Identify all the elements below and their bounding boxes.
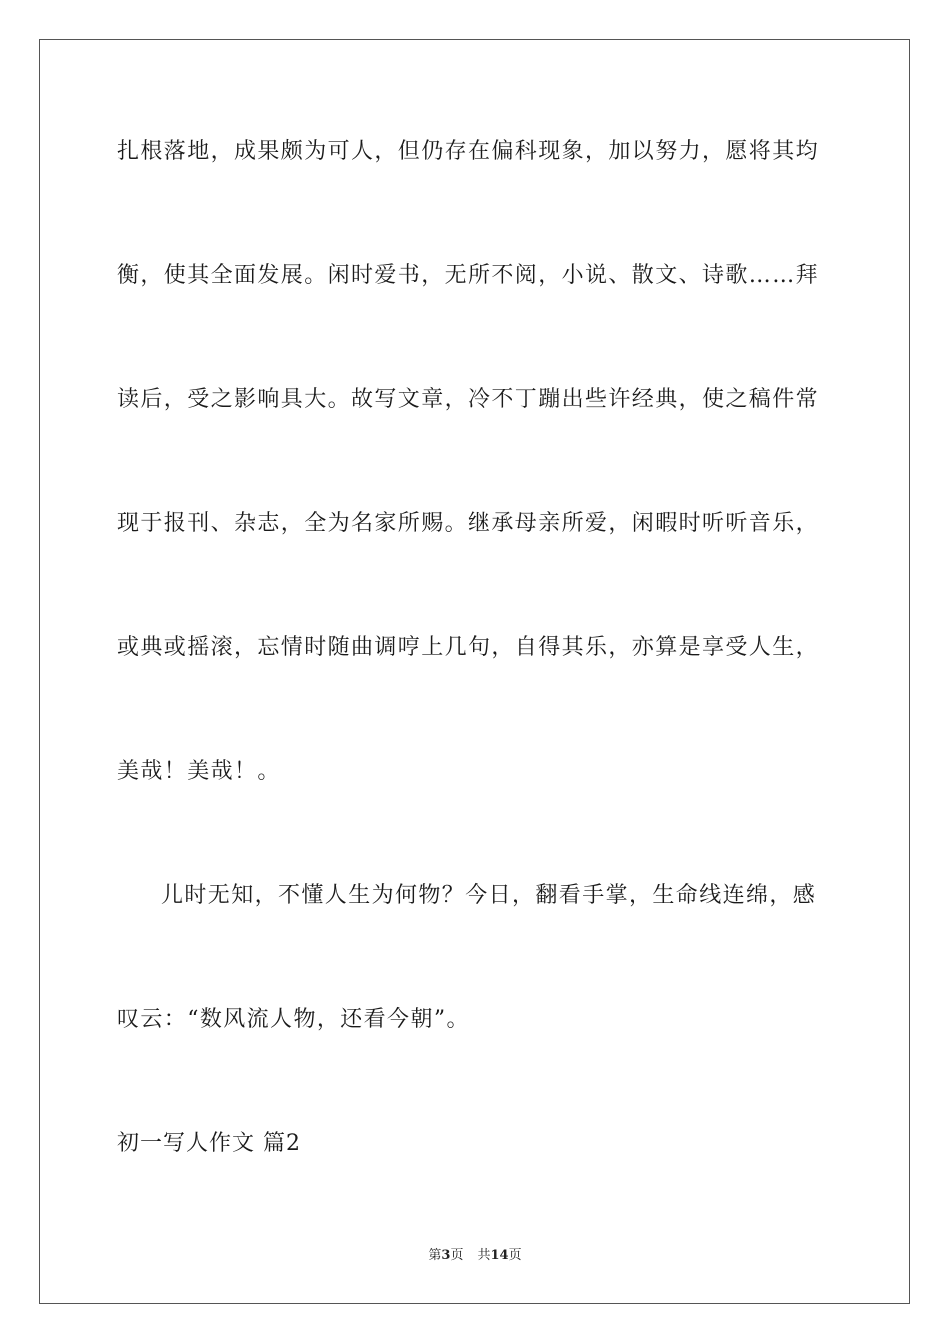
body-line-4: 现于报刊、杂志，全为名家所赐。继承母亲所爱，闲暇时听听音乐， (117, 511, 820, 536)
footer-page-suffix: 页 (450, 1248, 464, 1263)
body-line-1: 扎根落地，成果颇为可人，但仍存在偏科现象，加以努力，愿将其均 (117, 139, 820, 164)
section-heading: 初一写人作文 篇2 (117, 1131, 301, 1156)
body-line-5: 或典或摇滚，忘情时随曲调哼上几句，自得其乐，亦算是享受人生， (117, 635, 820, 660)
page-footer (0, 1247, 950, 1265)
body-line-6: 美哉！美哉！。 (117, 759, 281, 784)
footer-total-pages: 14 (490, 1248, 509, 1263)
footer-total-prefix: 共 (477, 1248, 491, 1263)
paragraph-line-2: 叹云：“数风流人物，还看今朝”。 (117, 1007, 470, 1032)
footer-page-number: 3 (441, 1248, 451, 1263)
paragraph-line-1: 儿时无知，不懂人生为何物？今日，翻看手掌，生命线连绵，感 (161, 883, 817, 908)
footer-page-prefix: 第 (428, 1248, 442, 1263)
footer-total-suffix: 页 (508, 1248, 522, 1263)
body-line-2: 衡，使其全面发展。闲时爱书，无所不阅，小说、散文、诗歌……拜 (117, 263, 820, 288)
page-border (39, 39, 910, 1304)
body-line-3: 读后，受之影响具大。故写文章，冷不丁蹦出些许经典，使之稿件常 (117, 387, 820, 412)
